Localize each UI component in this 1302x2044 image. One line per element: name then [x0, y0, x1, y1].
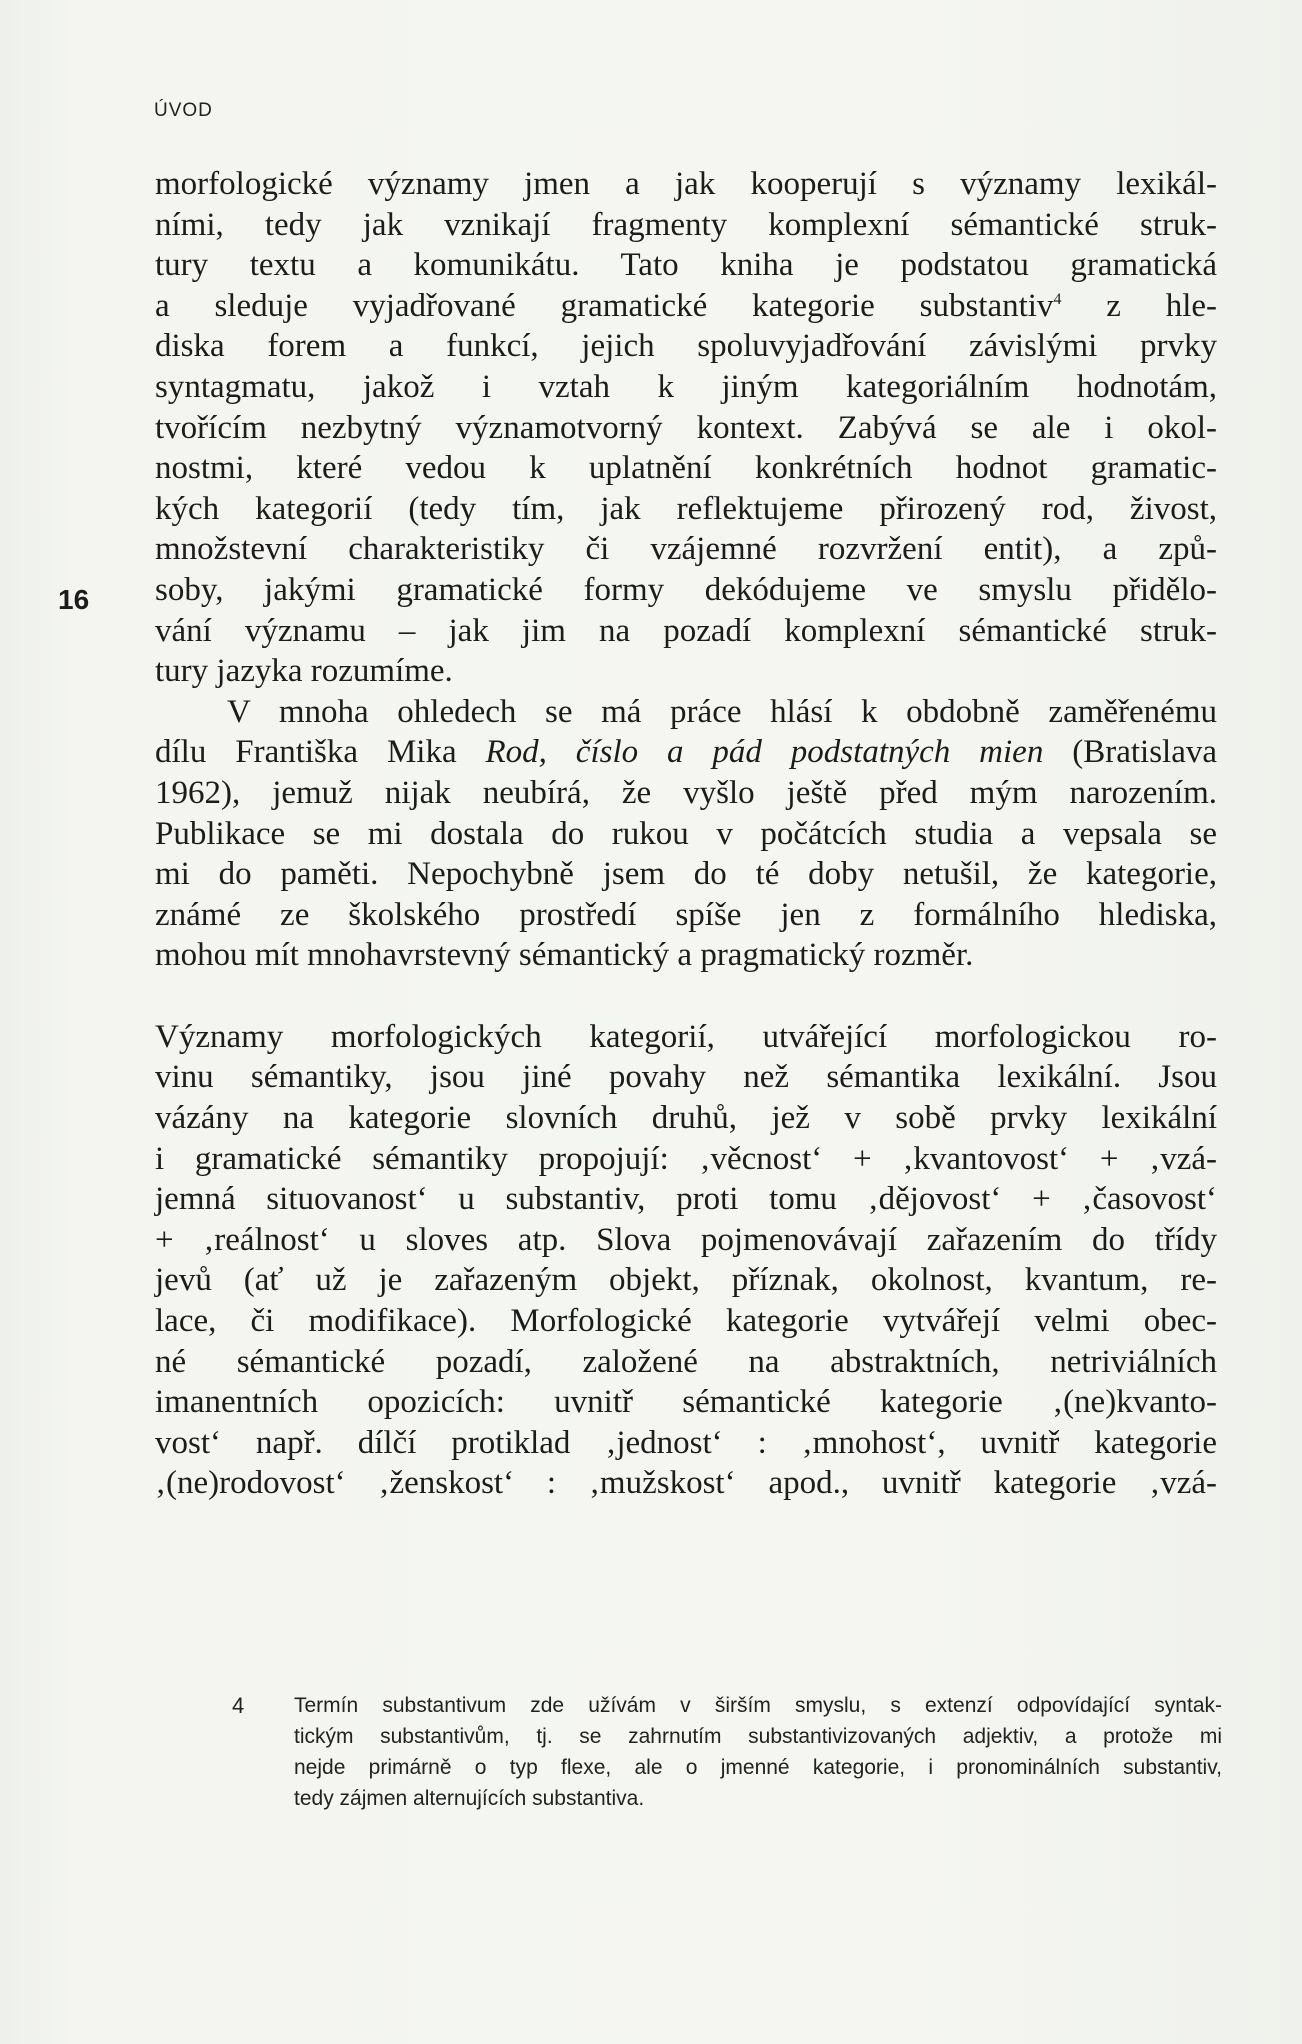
book-title: Rod, číslo a pád podstatných mien [485, 734, 1044, 771]
text-line: syntagmatu, jakož i vztah k jiným kategoriálním hodnotám, [155, 368, 1217, 405]
text-line: i gramatické sémantiky propojují: ‚věcnost‘ + ‚kvantovost‘ + ‚vzá- [155, 1140, 1217, 1177]
text-line: tvořícím nezbytný významotvorný kontext. Zabývá se ale i okol- [155, 409, 1217, 446]
text-line: tury jazyka rozumíme. [155, 653, 453, 690]
text-line: diska forem a funkcí, jejich spoluvyjadřování závislými prvky [155, 328, 1217, 365]
text-line: soby, jakými gramatické formy dekódujeme ve smyslu přidělo- [155, 571, 1217, 608]
footnote-text [294, 1690, 1222, 1814]
footnote-line: tedy zájmen alternujících substantiva. [294, 1787, 645, 1810]
footnote-line: tickým substantivům, tj. se zahrnutím substantivizovaných adjektiv, a protože mi [294, 1725, 1222, 1748]
text-line: lace, či modifikace). Morfologické kategorie vytvářejí velmi obec- [155, 1303, 1217, 1340]
text-line: 1962), jemuž nijak neubírá, že vyšlo ještě před mým narozením. [155, 774, 1217, 811]
text-line: tury textu a komunikátu. Tato kniha je podstatou gramatická [155, 247, 1217, 284]
text-line: ‚(ne)rodovost‘ ‚ženskost‘ : ‚mužskost‘ apod., uvnitř kategorie ‚vzá- [155, 1465, 1217, 1502]
text-line: jemná situovanost‘ u substantiv, proti tomu ‚dějovost‘ + ‚časovost‘ [155, 1181, 1217, 1218]
text-line: vost‘ např. dílčí protiklad ‚jednost‘ : ‚mnohost‘, uvnitř kategorie [155, 1424, 1217, 1461]
text-line: vinu sémantiky, jsou jiné povahy než sémantika lexikální. Jsou [155, 1059, 1217, 1096]
text-line: nostmi, které vedou k uplatnění konkrétních hodnot gramatic- [155, 450, 1217, 487]
running-head: ÚVOD [154, 100, 213, 121]
text-line: mi do paměti. Nepochybně jsem do té doby netušil, že kategorie, [155, 856, 1217, 893]
text-line-with-title [155, 732, 1217, 773]
text-line: Významy morfologických kategorií, utvářející morfologickou ro- [155, 1018, 1217, 1055]
paragraph-2 [155, 692, 1217, 976]
text-line: mohou mít mnohavrstevný sémantický a pragmatický rozměr. [155, 937, 974, 974]
text-line: morfologické významy jmen a jak kooperují s významy lexikál- [155, 166, 1217, 202]
text-line: kých kategorií (tedy tím, jak reflektujeme přirozený rod, živost, [155, 490, 1217, 527]
paragraph-3 [155, 1017, 1217, 1504]
text-line: známé ze školského prostředí spíše jen z formálního hlediska, [155, 896, 1217, 933]
text-line: vání významu – jak jim na pozadí komplexní sémantické struk- [155, 612, 1217, 649]
page-number: 16 [58, 584, 90, 615]
text-line-with-footnote [155, 286, 1217, 327]
text-line: jevů (ať už je zařazeným objekt, příznak, okolnost, kvantum, re- [155, 1262, 1217, 1299]
text-segment: dílu Františka Mika [155, 734, 486, 771]
body-text [155, 164, 1217, 1504]
text-line: vázány na kategorie slovních druhů, jež v sobě prvky lexikální [155, 1100, 1217, 1137]
section-break [155, 976, 1217, 1017]
text-line: imanentních opozicích: uvnitř sémantické kategorie ‚(ne)kvanto- [155, 1384, 1217, 1421]
text-line: né sémantické pozadí, založené na abstraktních, netriviálních [155, 1343, 1217, 1380]
text-line: V mnoha ohledech se má práce hlásí k obdobně zaměřenému [227, 693, 1217, 730]
footnote-number: 4 [232, 1693, 245, 1718]
text-segment: (Bratislava [1043, 734, 1218, 771]
text-line: + ‚reálnost‘ u sloves atp. Slova pojmenovávají zařazením do třídy [155, 1221, 1217, 1258]
text-line: Publikace se mi dostala do rukou v počátcích studia a vepsala se [155, 815, 1217, 852]
footnote-line: nejde primárně o typ flexe, ale o jmenné kategorie, i pronominálních substantiv, [294, 1756, 1222, 1779]
footnote-reference: 4 [1053, 290, 1062, 308]
paragraph-1 [155, 164, 1217, 692]
text-segment: a sleduje vyjadřované gramatické kategorie substantiv [155, 287, 1054, 324]
text-line: množstevní charakteristiky či vzájemné rozvržení entit), a způ- [155, 531, 1217, 568]
footnote-line: Termín substantivum zde užívám v širším smyslu, s extenzí odpovídající syntak- [294, 1694, 1222, 1717]
text-segment: z hle- [1061, 287, 1218, 324]
text-line: ními, tedy jak vznikají fragmenty komplexní sémantické struk- [155, 206, 1217, 243]
